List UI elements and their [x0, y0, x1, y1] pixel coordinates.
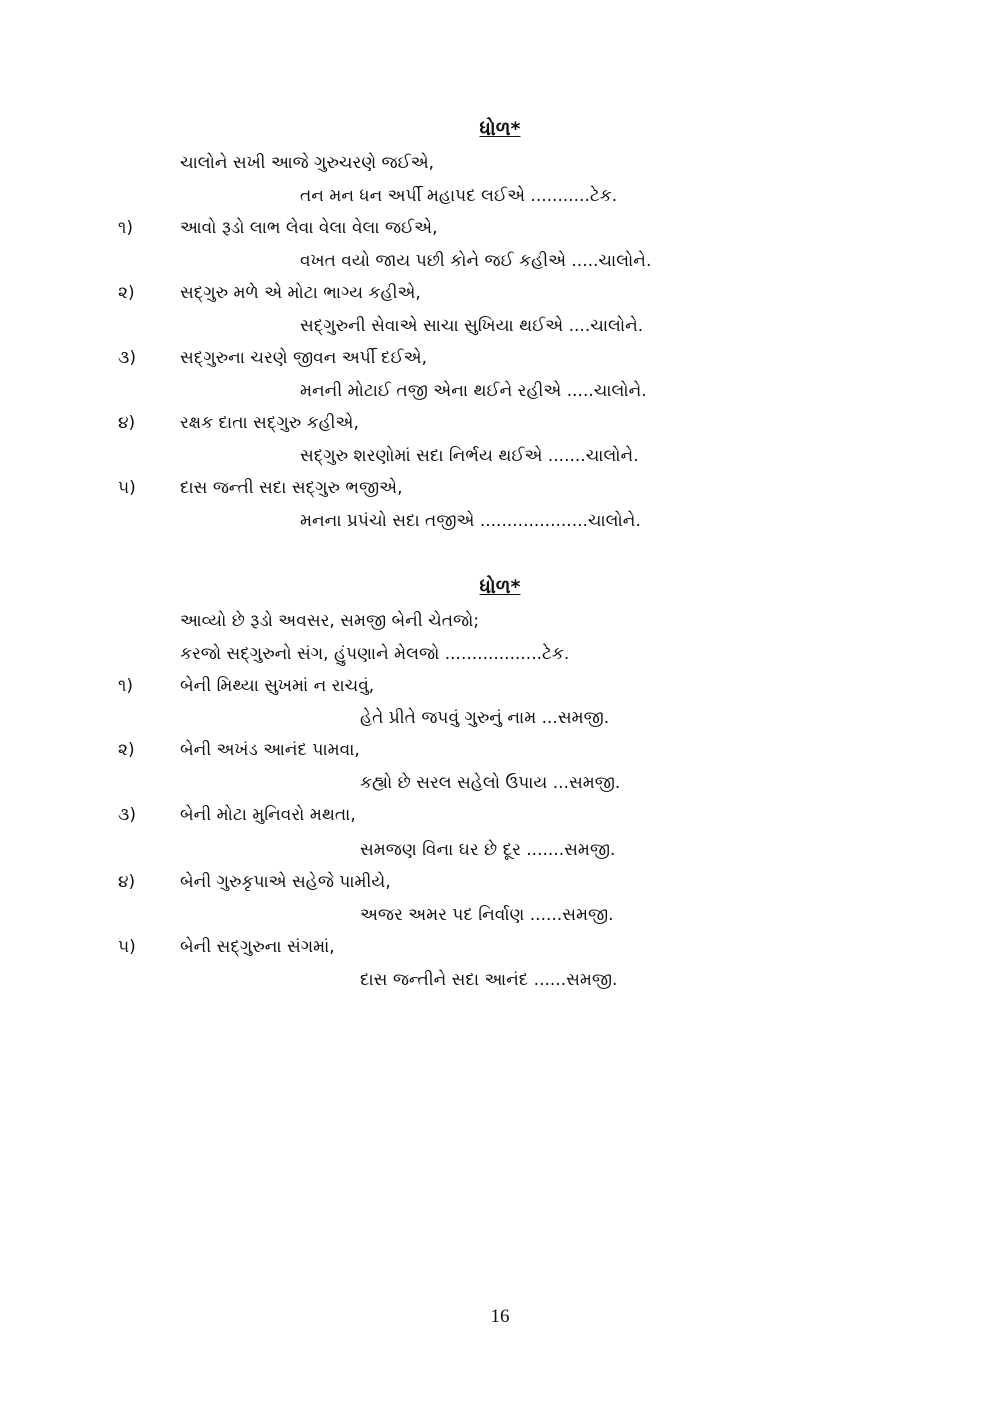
song2-verse-3-line-1: બેની મોટા મુનિવરો મથતા,	[180, 805, 356, 825]
song1-verse-2-line-1: સદ્ગુરુ મળે એ મોટા ભાગ્ય કહીએ,	[180, 283, 421, 303]
song2-verse-5-line-1: બેની સદ્ગુરુના સંગમાં,	[180, 937, 335, 957]
song1-verse-3-line-2: મનની મોટાઈ તજી એના થઈને રહીએ .....ચાલોને.	[300, 381, 647, 401]
song2-verse-5-number: ૫)	[118, 937, 136, 957]
song1-verse-2-number: ૨)	[118, 283, 135, 303]
song1-verse-5-line-1: દાસ જન્તી સદા સદ્ગુરુ ભજીએ,	[180, 478, 403, 498]
song2-verse-2-number: ૨)	[118, 740, 135, 760]
song2-verse-1-line-1: બેની મિથ્યા સુખમાં ન રાચવું,	[180, 676, 375, 696]
song2-intro-line-1: આવ્યો છે રૂડો અવસર, સમજી બેની ચેતજો;	[180, 611, 480, 631]
song1-verse-3-line-1: સદ્ગુરુના ચરણે જીવન અર્પી દઈએ,	[180, 348, 428, 368]
song2-verse-1-line-2: હેતે પ્રીતે જપવું ગુરુનું નામ ...સમજી.	[360, 708, 610, 728]
song1-verse-4-line-2: સદ્ગુરુ શરણોમાં સદા નિર્ભય થઈએ .......ચાલોને.	[300, 446, 639, 466]
song1-verse-5-number: ૫)	[118, 478, 136, 498]
song1-verse-1-line-2: વખત વયો જાય પછી કોને જઈ કહીએ .....ચાલોને.	[300, 251, 652, 271]
song2-intro-line-2: કરજો સદ્ગુરુનો સંગ, હુંપણાને મેલજો ..................ટેક.	[180, 644, 570, 664]
song2-verse-3-line-2: સમજણ વિના ઘર છે દૂર .......સમજી.	[360, 840, 616, 860]
song2-verse-2-line-2: કહ્યો છે સરલ સહેલો ઉપાય ...સમજી.	[360, 773, 621, 793]
song1-verse-2-line-2: સદ્ગુરુની સેવાએ સાચા સુખિયા થઈએ ....ચાલોને.	[300, 316, 644, 336]
song1-verse-1-line-1: આવો રૂડો લાભ લેવા વેલા વેલા જઈએ,	[180, 218, 438, 238]
song1-verse-3-number: ૩)	[118, 348, 136, 368]
song1-verse-1-number: ૧)	[118, 218, 133, 238]
song2-verse-3-number: ૩)	[118, 805, 136, 825]
song1-title: ધોળ*	[479, 118, 521, 140]
song2-verse-4-number: ૪)	[118, 872, 136, 892]
song1-verse-5-line-2: મનના પ્રપંચો સદા તજીએ ....................ચાલોને.	[300, 511, 641, 531]
song1-verse-4-line-1: રક્ષક દાતા સદ્ગુરુ કહીએ,	[180, 413, 359, 433]
page-number: 16	[490, 1306, 510, 1327]
song2-verse-4-line-2: અજર અમર પદ નિર્વાણ ......સમજી.	[360, 905, 614, 925]
song1-verse-4-number: ૪)	[118, 413, 136, 433]
song1-intro-line-2: તન મન ધન અર્પી મહાપદ લઈએ ...........ટેક.	[300, 186, 618, 206]
song2-verse-4-line-1: બેની ગુરુકૃપાએ સહેજે પામીયે,	[180, 872, 391, 892]
song2-verse-5-line-2: દાસ જન્તીને સદા આનંદ ......સમજી.	[360, 970, 618, 990]
song2-title: ધોળ*	[479, 576, 521, 598]
song2-verse-1-number: ૧)	[118, 676, 133, 696]
song1-intro-line-1: ચાલોને સખી આજે ગુરુચરણે જઈએ,	[180, 153, 435, 173]
song2-verse-2-line-1: બેની અખંડ આનંદ પામવા,	[180, 740, 360, 760]
